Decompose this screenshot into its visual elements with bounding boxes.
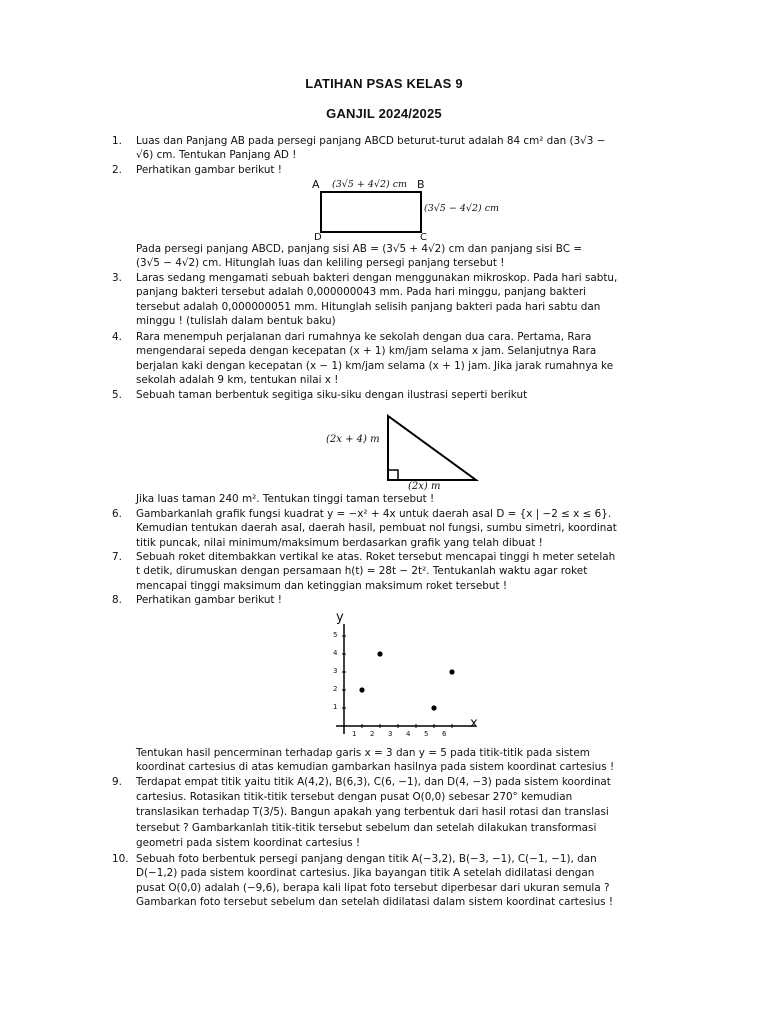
right-side-label: (3√5 − 4√2) cm [424, 203, 500, 214]
question-text: (3√5 − 4√2) cm. Hitunglah luas dan keliling persegi panjang tersebut ! [136, 257, 505, 270]
corner-label-a: A [312, 178, 320, 191]
question-text: translasikan terhadap T(3/5). Bangun apakah yang terbentuk dari hasil rotasi dan translasi [136, 806, 609, 819]
question-text: mencapai tinggi maksimum dan ketinggian maksimum roket tersebut ! [136, 579, 507, 592]
question-number: 6. [112, 508, 122, 520]
question-text: t detik, dirumuskan dengan persamaan h(t) = 28t − 2t². Tentukanlah waktu agar roket [136, 565, 588, 578]
plot-point [449, 669, 454, 674]
question-text: tersebut ? Gambarkanlah titik-titik tersebut sebelum dan setelah dilakukan transformasi [136, 821, 597, 834]
question-number: 3. [112, 272, 122, 284]
x-tick-label: 1 [352, 730, 357, 738]
question-number: 5. [112, 389, 122, 401]
x-tick-label: 4 [406, 730, 411, 738]
question-text: Kemudian tentukan daerah asal, daerah hasil, pembuat nol fungsi, sumbu simetri, koordinat [136, 522, 617, 535]
question-number: 2. [112, 164, 122, 176]
question-text: cartesius. Rotasikan titik-titik tersebut dengan pusat O(0,0) sebesar 270° kemudian [136, 791, 573, 804]
question-number: 8. [112, 594, 122, 606]
question-text: Perhatikan gambar berikut ! [136, 164, 282, 176]
y-tick-label: 5 [333, 631, 338, 639]
question-text: koordinat cartesius di atas kemudian gambarkan hasilnya pada sistem koordinat cartesius ! [136, 761, 615, 774]
triangle-shape [322, 410, 492, 494]
top-side-label: (3√5 + 4√2) cm [332, 179, 408, 190]
corner-label-b: B [417, 178, 425, 191]
triangle-base-label: (2x) m [408, 481, 441, 492]
question-text: Terdapat empat titik yaitu titik A(4,2), B(6,3), C(6, −1), dan D(4, −3) pada sistem koordinat [136, 776, 611, 788]
question-text: √6) cm. Tentukan Panjang AD ! [136, 149, 297, 162]
question-text: Sebuah taman berbentuk segitiga siku-siku dengan ilustrasi seperti berikut [136, 389, 528, 401]
y-tick-label: 3 [333, 667, 338, 675]
question-number: 7. [112, 551, 122, 563]
question-number: 1. [112, 135, 122, 147]
question-number: 4. [112, 331, 122, 343]
question-text: Rara menempuh perjalanan dari rumahnya ke sekolah dengan dua cara. Pertama, Rara [136, 331, 592, 343]
question-text: berjalan kaki dengan kecepatan (x − 1) km/jam selama (x + 1) jam. Jika jarak rumahnya ke [136, 359, 614, 372]
question-text: Sebuah foto berbentuk persegi panjang dengan titik A(−3,2), B(−3, −1), C(−1, −1), dan [136, 853, 597, 865]
question-text: geometri pada sistem koordinat cartesius ! [136, 836, 361, 849]
x-tick-label: 5 [424, 730, 429, 738]
question-text: Tentukan hasil pencerminan terhadap garis x = 3 dan y = 5 pada titik-titik pada sistem [136, 747, 590, 759]
plot-point [377, 651, 382, 656]
y-tick-label: 4 [333, 649, 338, 657]
question-text: sekolah adalah 9 km, tentukan nilai x ! [136, 374, 339, 387]
x-tick-label: 6 [442, 730, 447, 738]
question-text: Pada persegi panjang ABCD, panjang sisi AB = (3√5 + 4√2) cm dan panjang sisi BC = [136, 243, 583, 255]
question-text: Gambarkanlah grafik fungsi kuadrat y = −x² + 4x untuk daerah asal D = {x | −2 ≤ x ≤ 6}. [136, 508, 612, 520]
coordinate-plot [326, 610, 496, 744]
question-text: titik puncak, nilai minimum/maksimum berdasarkan grafik yang telah dibuat ! [136, 536, 543, 549]
y-axis-label: y [336, 610, 344, 625]
y-tick-label: 1 [333, 703, 338, 711]
rectangle-figure [308, 176, 518, 242]
question-text: Sebuah roket ditembakkan vertikal ke atas. Roket tersebut mencapai tinggi h meter setelah [136, 551, 616, 563]
x-tick-label: 2 [370, 730, 375, 738]
plot-point [359, 687, 364, 692]
question-text: Perhatikan gambar berikut ! [136, 594, 282, 606]
question-text: panjang bakteri tersebut adalah 0,000000043 mm. Pada hari minggu, panjang bakteri [136, 286, 587, 299]
x-tick-label: 3 [388, 730, 393, 738]
corner-label-c: C [420, 232, 427, 243]
triangle-height-label: (2x + 4) m [326, 434, 380, 445]
corner-label-d: D [314, 232, 322, 243]
question-text: tersebut adalah 0,000000051 mm. Hitunglah selisih panjang bakteri pada hari sabtu dan [136, 300, 601, 313]
question-text: pusat O(0,0) adalah (−9,6), berapa kali lipat foto tersebut diperbesar dari ukuran semula ? [136, 881, 610, 894]
document-subtitle: GANJIL 2024/2025 [326, 106, 442, 121]
question-text: Luas dan Panjang AB pada persegi panjang ABCD beturut-turut adalah 84 cm² dan (3√3 − [136, 135, 606, 147]
plot-point [431, 705, 436, 710]
x-axis-label: x [470, 716, 478, 731]
question-number: 10. [112, 853, 129, 865]
question-text: Gambarkan foto tersebut sebelum dan setelah didilatasi dalam sistem koordinat cartesius ! [136, 896, 614, 909]
question-number: 9. [112, 776, 122, 788]
question-text: Laras sedang mengamati sebuah bakteri dengan menggunakan mikroskop. Pada hari sabtu, [136, 272, 618, 284]
y-tick-label: 2 [333, 685, 338, 693]
question-text: mengendarai sepeda dengan kecepatan (x + 1) km/jam selama x jam. Selanjutnya Rara [136, 345, 597, 358]
document-title: LATIHAN PSAS KELAS 9 [305, 76, 463, 91]
question-text: Jika luas taman 240 m². Tentukan tinggi taman tersebut ! [136, 493, 435, 505]
question-text: D(−1,2) pada sistem koordinat cartesius. Jika bayangan titik A setelah didilatasi dengan [136, 867, 595, 880]
triangle-figure [322, 410, 492, 494]
question-text: minggu ! (tulislah dalam bentuk baku) [136, 315, 336, 328]
